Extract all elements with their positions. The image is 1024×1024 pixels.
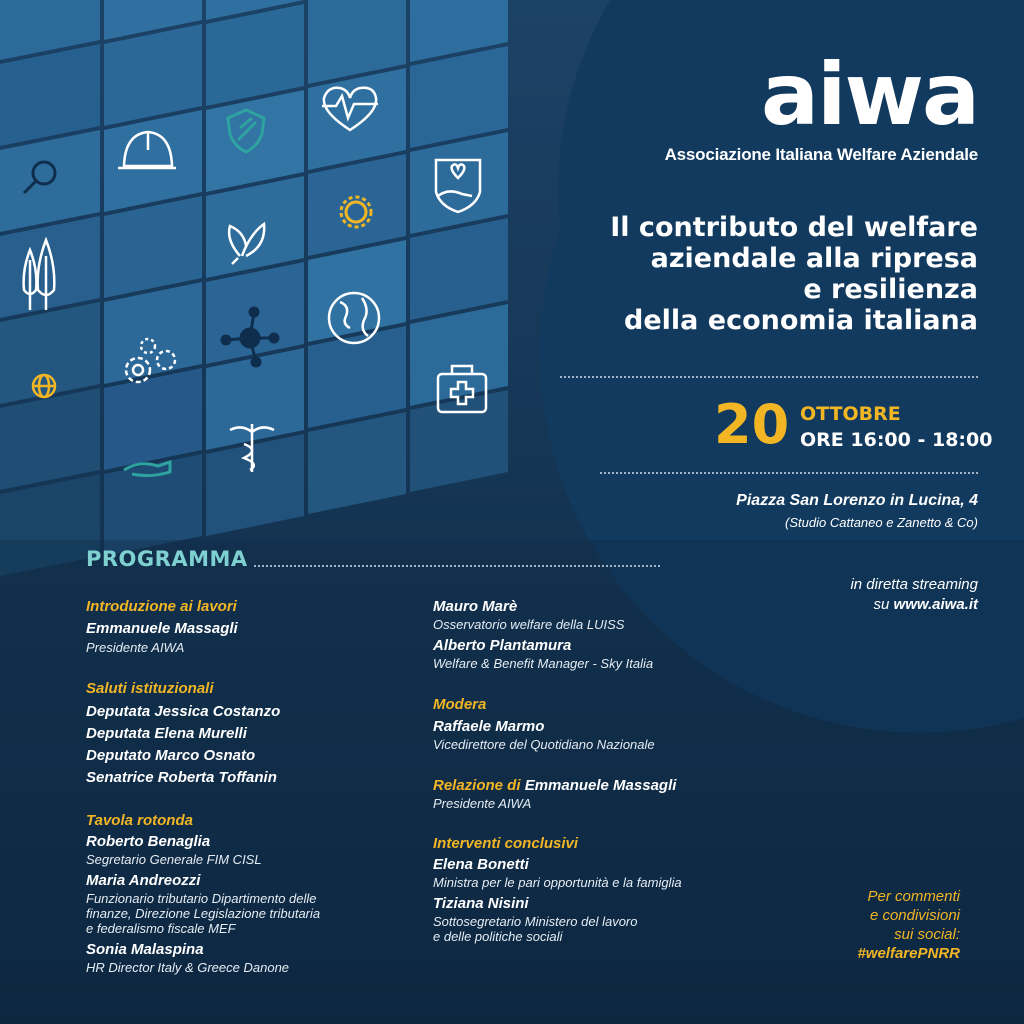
programma-heading: PROGRAMMA	[86, 547, 248, 571]
speaker-role: Presidente AIWA	[433, 796, 532, 811]
event-month: OTTOBRE	[800, 403, 901, 425]
streaming-info: in diretta streaming su www.aiwa.it	[850, 576, 978, 613]
speaker-name: Alberto Plantamura	[433, 637, 572, 654]
network-icon	[222, 308, 278, 366]
divider-1	[560, 376, 978, 378]
gear-icon	[341, 197, 371, 227]
divider-2	[600, 472, 978, 474]
speaker-name: Raffaele Marmo	[433, 718, 545, 735]
speaker-name: Tiziana Nisini	[433, 895, 529, 912]
speaker-role: HR Director Italy & Greece Danone	[86, 960, 290, 975]
speaker-role: Sottosegretario Ministero del lavoro e delle politiche sociali	[433, 914, 638, 944]
event-place: Piazza San Lorenzo in Lucina, 4	[736, 492, 978, 509]
speaker-role: Vicedirettore del Quotidiano Nazionale	[433, 737, 655, 752]
speaker-name: Senatrice Roberta Toffanin	[86, 769, 277, 786]
speaker-name: Deputato Marco Osnato	[86, 747, 256, 764]
intro-label: Introduzione ai lavori	[86, 598, 237, 615]
globe-americas-icon	[329, 293, 379, 343]
relazione-line: Relazione di Emmanuele Massagli	[433, 777, 677, 794]
speaker-role: Osservatorio welfare della LUISS	[433, 617, 625, 632]
modera-label: Modera	[433, 696, 487, 713]
speaker-name: Elena Bonetti	[433, 856, 529, 873]
caduceus-icon	[230, 424, 274, 472]
search-icon	[24, 162, 55, 193]
divider-programma	[254, 565, 660, 567]
globe-icon	[33, 375, 55, 397]
conclusivi-label: Interventi conclusivi	[433, 835, 579, 852]
social-info: Per commenti e condivisioni sui social: #welfarePNRR	[857, 888, 960, 962]
logo-subtitle: Associazione Italiana Welfare Aziendale	[664, 145, 978, 164]
trees-icon	[24, 240, 55, 310]
gears-icon	[126, 339, 175, 382]
event-day: 20	[714, 393, 790, 456]
event-title: Il contributo del welfare aziendale alla ripresa e resilienza della economia italiana	[610, 212, 978, 336]
streaming-link[interactable]: www.aiwa.it	[893, 596, 978, 613]
first-aid-kit-icon	[438, 366, 486, 412]
speaker-role: Presidente AIWA	[86, 640, 185, 655]
helping-hand-icon	[124, 462, 170, 476]
hashtag[interactable]: #welfarePNRR	[857, 945, 960, 962]
heart-monitor-icon	[322, 88, 378, 130]
speaker-name: Maria Andreozzi	[86, 872, 201, 889]
speaker-name: Deputata Jessica Costanzo	[86, 703, 281, 720]
saluti-label: Saluti istituzionali	[86, 680, 214, 697]
speaker-name: Mauro Marè	[433, 598, 518, 615]
helmet-icon	[118, 132, 176, 168]
icon-layer	[0, 0, 520, 520]
speaker-role: Segretario Generale FIM CISL	[86, 852, 262, 867]
hand-heart-shield-icon	[436, 160, 480, 212]
speaker-role: Funzionario tributario Dipartimento delle finanze, Direzione Legislazione tributaria e federalismo fiscale MEF	[86, 891, 321, 936]
shield-icon	[228, 110, 264, 152]
tavola-label: Tavola rotonda	[86, 812, 193, 829]
speaker-role: Welfare & Benefit Manager - Sky Italia	[433, 656, 654, 671]
aiwa-logo: aiwa	[761, 45, 978, 145]
speaker-name: Roberto Benaglia	[86, 833, 211, 850]
speaker-name: Sonia Malaspina	[86, 941, 204, 958]
event-place-note: (Studio Cattaneo e Zanetto & Co)	[785, 515, 978, 530]
leaves-icon	[229, 224, 264, 264]
event-time: ORE 16:00 - 18:00	[800, 429, 993, 451]
speaker-name: Emmanuele Massagli	[86, 620, 238, 637]
speaker-role: Ministra per le pari opportunità e la famiglia	[433, 875, 682, 890]
speaker-name: Deputata Elena Murelli	[86, 725, 247, 742]
